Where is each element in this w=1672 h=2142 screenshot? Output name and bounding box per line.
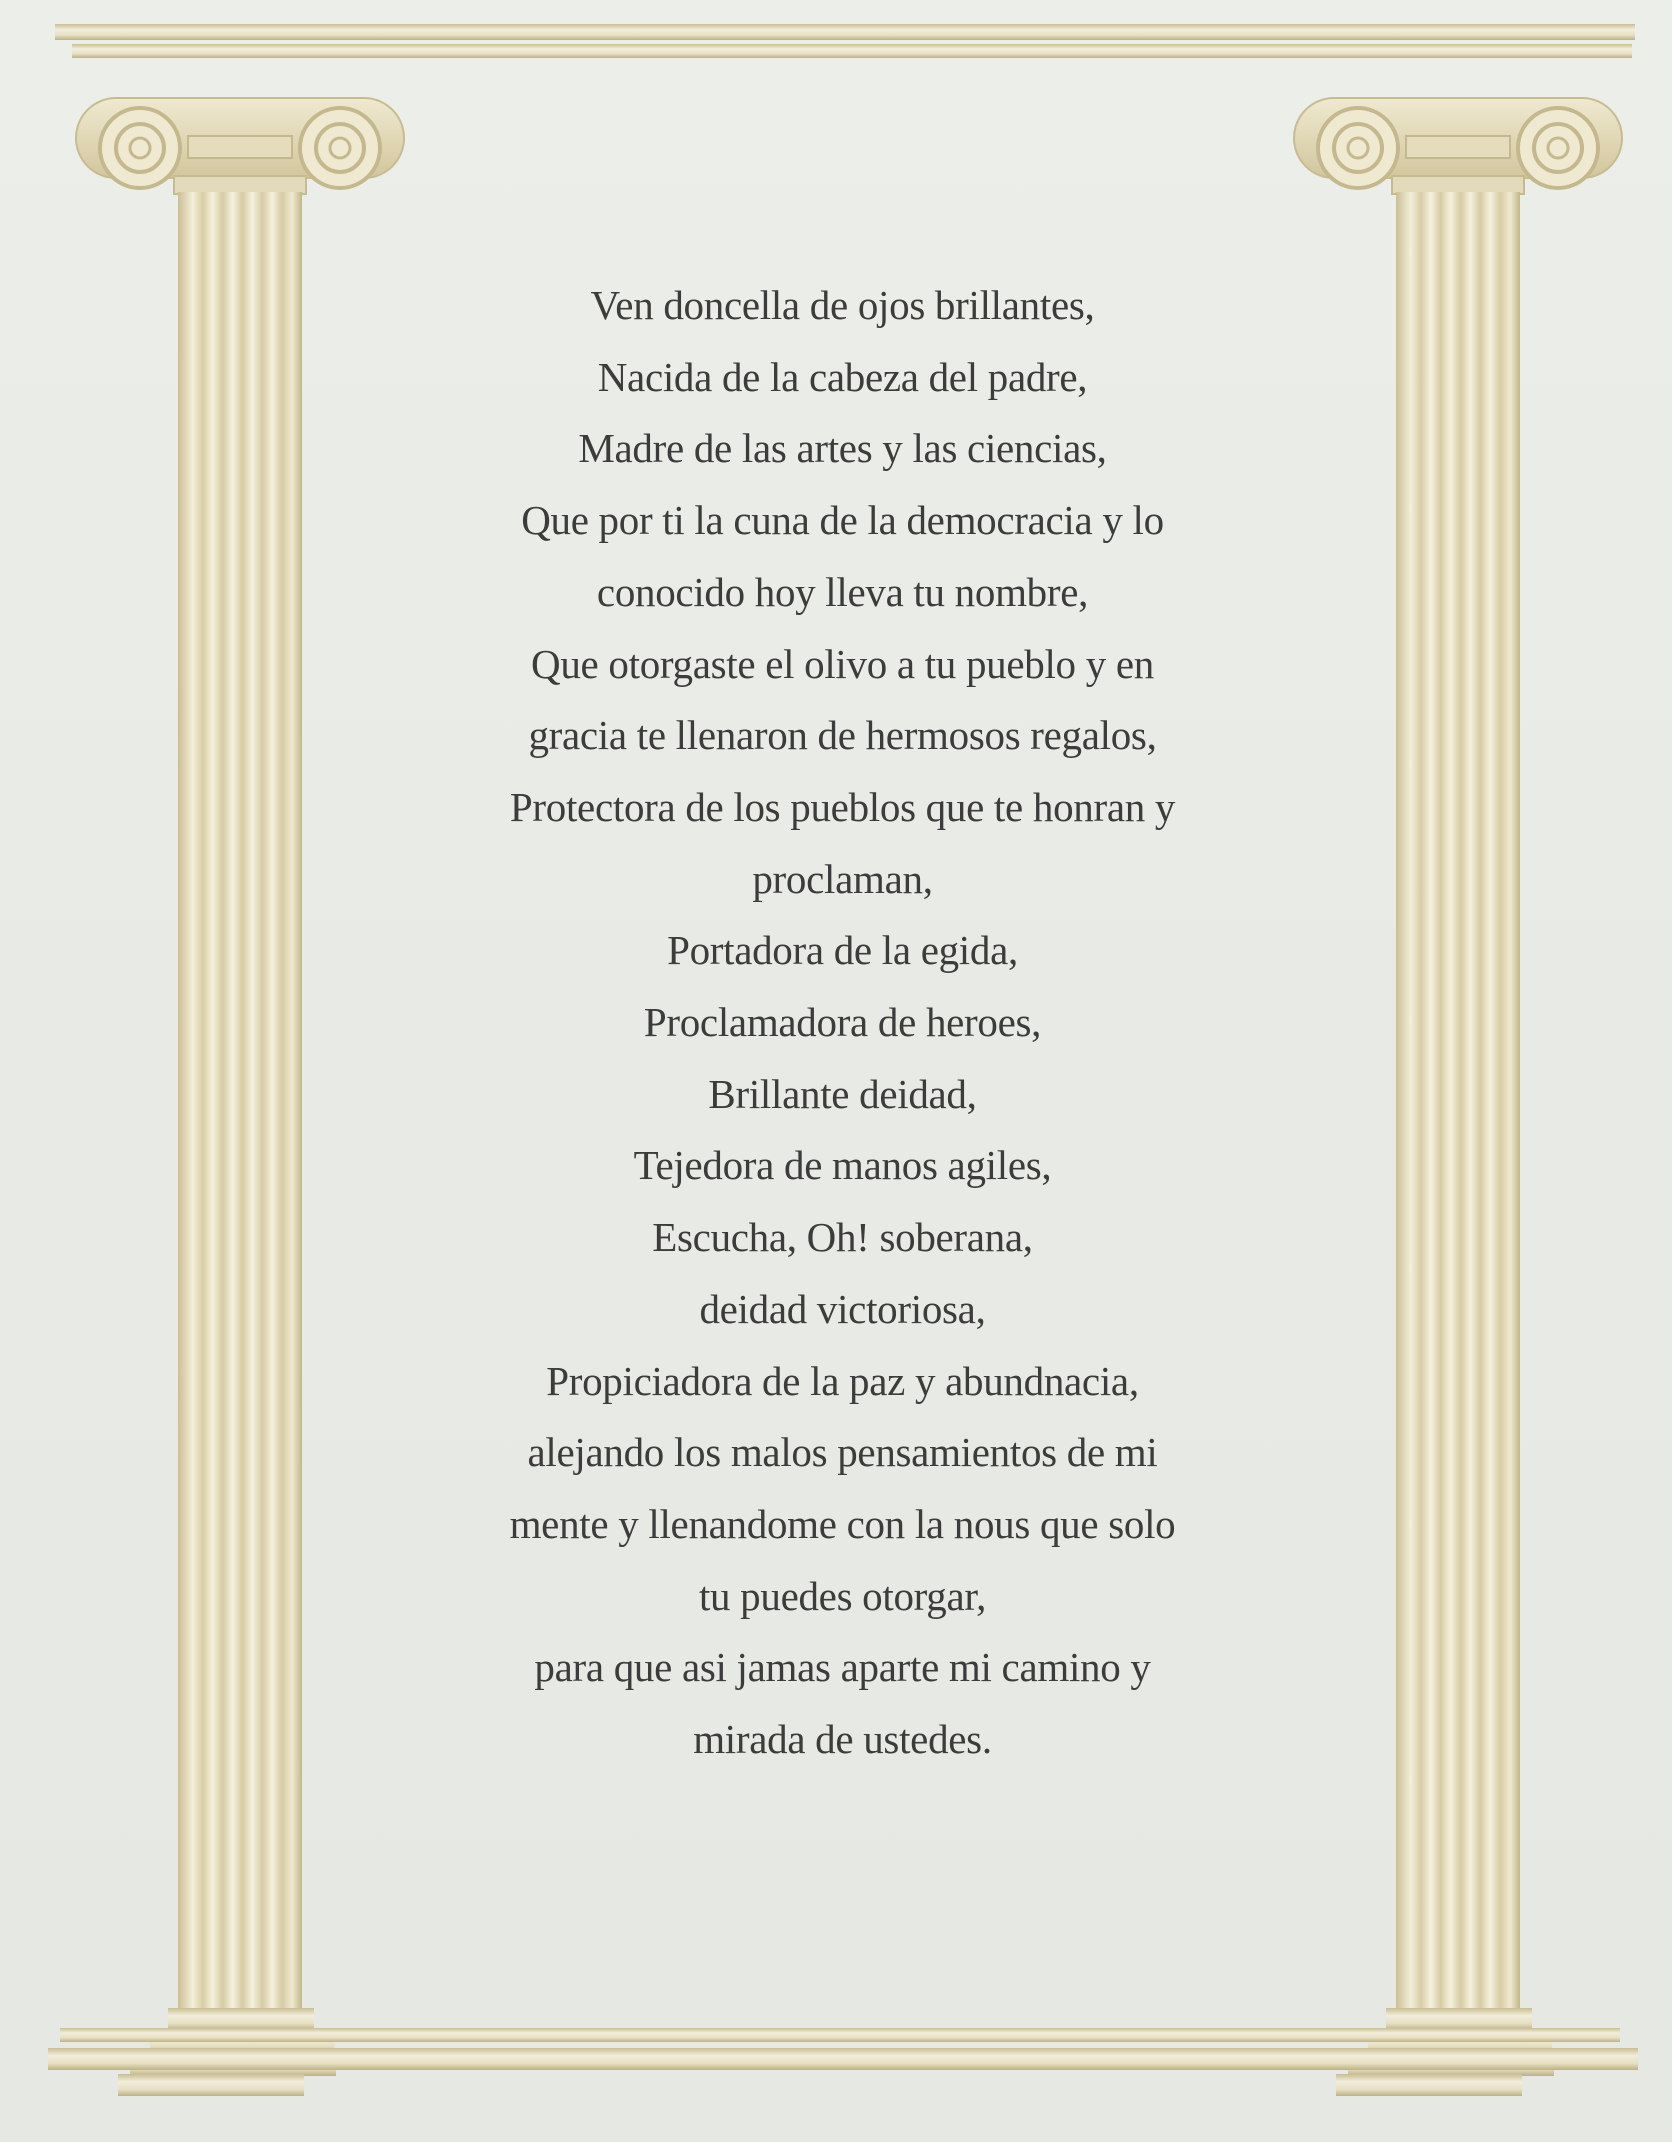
poem-line: Tejedora de manos agiles,	[633, 1142, 1052, 1189]
right-column	[1294, 98, 1622, 2096]
bottom-bar-upper	[60, 2028, 1620, 2042]
poem-line: Portadora de la egida,	[667, 927, 1018, 974]
poem-line: alejando los malos pensamientos de mi	[527, 1429, 1158, 1476]
poem-line: Propiciadora de la paz y abundnacia,	[546, 1357, 1139, 1404]
poem-line: Que otorgaste el olivo a tu pueblo y en	[531, 640, 1154, 687]
left-column	[76, 98, 404, 2096]
poem-line: Ven doncella de ojos brillantes,	[590, 282, 1095, 328]
poem-line: mente y llenandome con la nous que solo	[509, 1500, 1176, 1547]
poem-line: proclaman,	[752, 855, 933, 902]
poem-line: Que por ti la cuna de la democracia y lo	[521, 497, 1164, 544]
poem-line: Proclamadora de heroes,	[643, 999, 1042, 1046]
top-bar-upper	[55, 24, 1635, 40]
poem-line: Protectora de los pueblos que te honran y	[509, 783, 1176, 830]
poem-line: tu puedes otorgar,	[698, 1572, 987, 1619]
poem-line: mirada de ustedes.	[693, 1716, 992, 1763]
top-bar-lower	[72, 44, 1632, 58]
poem-line: gracia te llenaron de hermosos regalos,	[528, 712, 1157, 759]
bottom-bar-lower	[48, 2048, 1638, 2070]
poem-text	[420, 270, 1265, 1776]
poem-line: deidad victoriosa,	[699, 1285, 986, 1332]
poem-line: Madre de las artes y las ciencias,	[578, 425, 1107, 472]
poem-line: para que asi jamas aparte mi camino y	[534, 1644, 1151, 1691]
poem-line: Escucha, Oh! soberana,	[652, 1214, 1033, 1261]
poem-line: conocido hoy lleva tu nombre,	[596, 568, 1089, 615]
poem-line: Brillante deidad,	[708, 1070, 977, 1117]
poem-line: Nacida de la cabeza del padre,	[597, 353, 1088, 400]
